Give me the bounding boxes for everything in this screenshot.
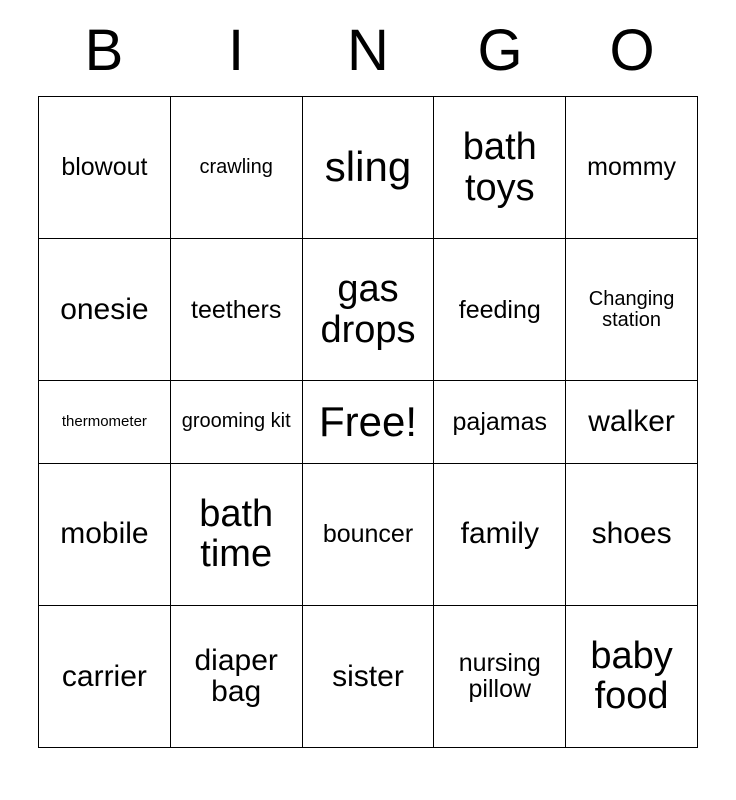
bingo-cell[interactable]: sister [302, 605, 434, 747]
bingo-cell[interactable]: feeding [434, 239, 566, 381]
bingo-row [39, 605, 698, 747]
bingo-row [39, 463, 698, 605]
bingo-cell[interactable]: nursing pillow [434, 605, 566, 747]
bingo-cell[interactable]: bath time [170, 463, 302, 605]
header-letter-o: O [609, 18, 655, 83]
bingo-cell-free[interactable]: Free! [302, 381, 434, 463]
bingo-row [39, 239, 698, 381]
bingo-grid [38, 96, 698, 748]
bingo-row [39, 97, 698, 239]
bingo-cell[interactable]: Changing station [566, 239, 698, 381]
header-letter-b: B [84, 18, 124, 83]
bingo-row [39, 381, 698, 463]
bingo-cell[interactable]: crawling [170, 97, 302, 239]
bingo-header [38, 18, 698, 83]
bingo-cell[interactable]: bath toys [434, 97, 566, 239]
header-letter-n: N [347, 18, 389, 83]
header-letter-i: I [227, 18, 245, 83]
bingo-cell[interactable]: thermometer [39, 381, 171, 463]
bingo-cell[interactable]: family [434, 463, 566, 605]
bingo-cell[interactable]: bouncer [302, 463, 434, 605]
bingo-cell[interactable]: mobile [39, 463, 171, 605]
bingo-cell[interactable]: blowout [39, 97, 171, 239]
bingo-cell[interactable]: mommy [566, 97, 698, 239]
bingo-cell[interactable]: baby food [566, 605, 698, 747]
header-letter-g: G [477, 18, 523, 83]
bingo-cell[interactable]: pajamas [434, 381, 566, 463]
bingo-cell[interactable]: grooming kit [170, 381, 302, 463]
bingo-cell[interactable]: onesie [39, 239, 171, 381]
bingo-cell[interactable]: sling [302, 97, 434, 239]
bingo-cell[interactable]: shoes [566, 463, 698, 605]
bingo-cell[interactable]: diaper bag [170, 605, 302, 747]
bingo-cell[interactable]: carrier [39, 605, 171, 747]
bingo-grid-wrapper [38, 96, 698, 748]
bingo-cell[interactable]: gas drops [302, 239, 434, 381]
bingo-cell[interactable]: teethers [170, 239, 302, 381]
bingo-cell[interactable]: walker [566, 381, 698, 463]
